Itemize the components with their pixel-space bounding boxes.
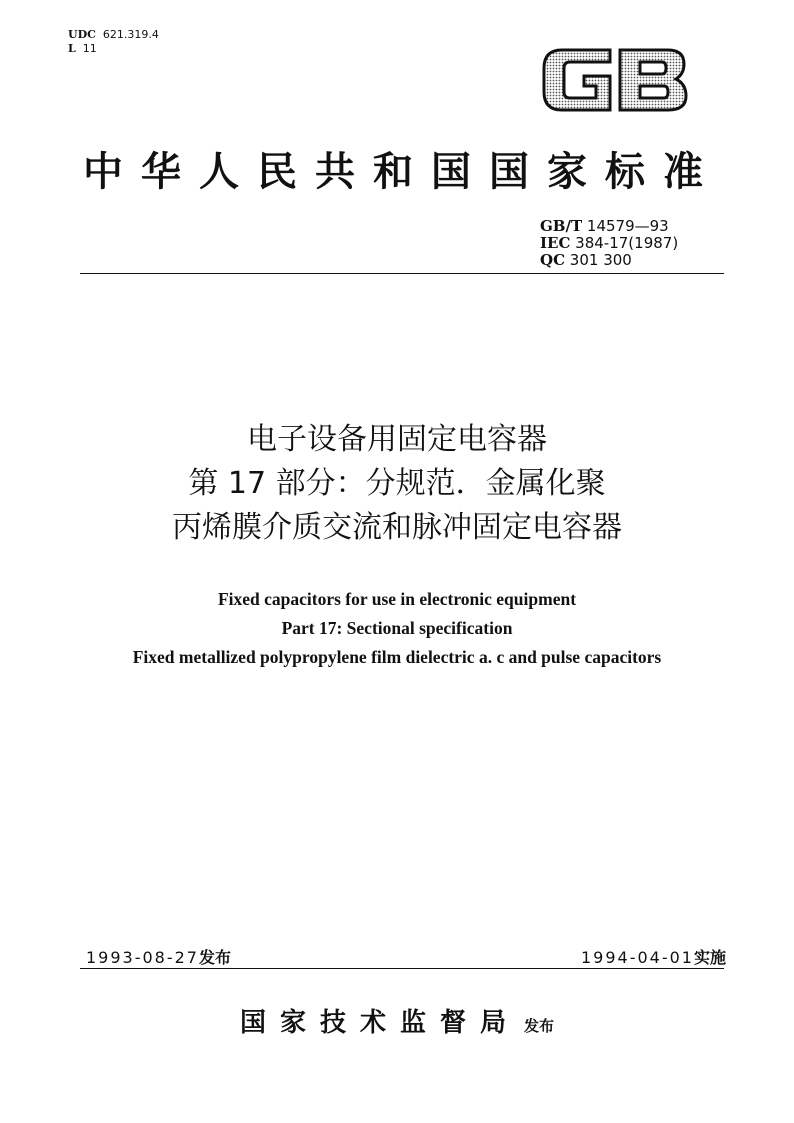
issue-date-label: 发布 bbox=[198, 948, 231, 967]
classification-codes bbox=[68, 28, 159, 56]
issuer-action: 发布 bbox=[524, 1017, 555, 1035]
iec-number: 384-17(1987) bbox=[575, 234, 679, 252]
qc-prefix: QC bbox=[540, 251, 566, 269]
chinese-title-line-3: 丙烯膜介质交流和脉冲固定电容器 bbox=[172, 510, 622, 545]
class-line bbox=[68, 42, 159, 56]
qc-standard-number bbox=[540, 252, 678, 269]
gb-logo bbox=[540, 40, 690, 120]
gb-number: 14579—93 bbox=[586, 217, 669, 235]
gb-prefix: GB/T bbox=[540, 217, 583, 235]
chinese-title-line-1: 电子设备用固定电容器 bbox=[247, 422, 547, 457]
iec-standard-number bbox=[540, 235, 678, 252]
issuer-name: 国家技术监督局 bbox=[239, 1008, 520, 1038]
standard-numbers bbox=[540, 218, 678, 269]
udc-label: UDC bbox=[68, 28, 96, 41]
qc-number: 301 300 bbox=[569, 251, 632, 269]
chinese-title bbox=[0, 418, 794, 550]
english-title bbox=[0, 585, 794, 672]
effective-date-label: 实施 bbox=[693, 948, 726, 967]
iec-prefix: IEC bbox=[540, 234, 571, 252]
issue-date bbox=[86, 945, 231, 968]
national-standard-title: 中华人民共和国国家标准 bbox=[83, 148, 721, 195]
english-title-line-1: Fixed capacitors for use in electronic equipment bbox=[217, 589, 577, 609]
effective-date bbox=[581, 945, 726, 968]
english-title-line-2: Part 17: Sectional specification bbox=[281, 618, 513, 638]
bottom-divider bbox=[80, 968, 724, 969]
issue-date-value: 1993-08-27 bbox=[86, 948, 199, 967]
issuer bbox=[0, 1002, 794, 1039]
gb-standard-number bbox=[540, 218, 678, 235]
effective-date-value: 1994-04-01 bbox=[581, 948, 694, 967]
chinese-title-line-2: 第 17 部分：分规范．金属化聚 bbox=[188, 466, 606, 501]
udc-line bbox=[68, 28, 159, 42]
top-divider bbox=[80, 273, 724, 274]
class-value: 11 bbox=[82, 42, 97, 55]
udc-value: 621.319.4 bbox=[102, 28, 159, 41]
english-title-line-3: Fixed metallized polypropylene film dielectric a. c and pulse capacitors bbox=[132, 647, 662, 667]
class-label: L bbox=[68, 42, 76, 55]
